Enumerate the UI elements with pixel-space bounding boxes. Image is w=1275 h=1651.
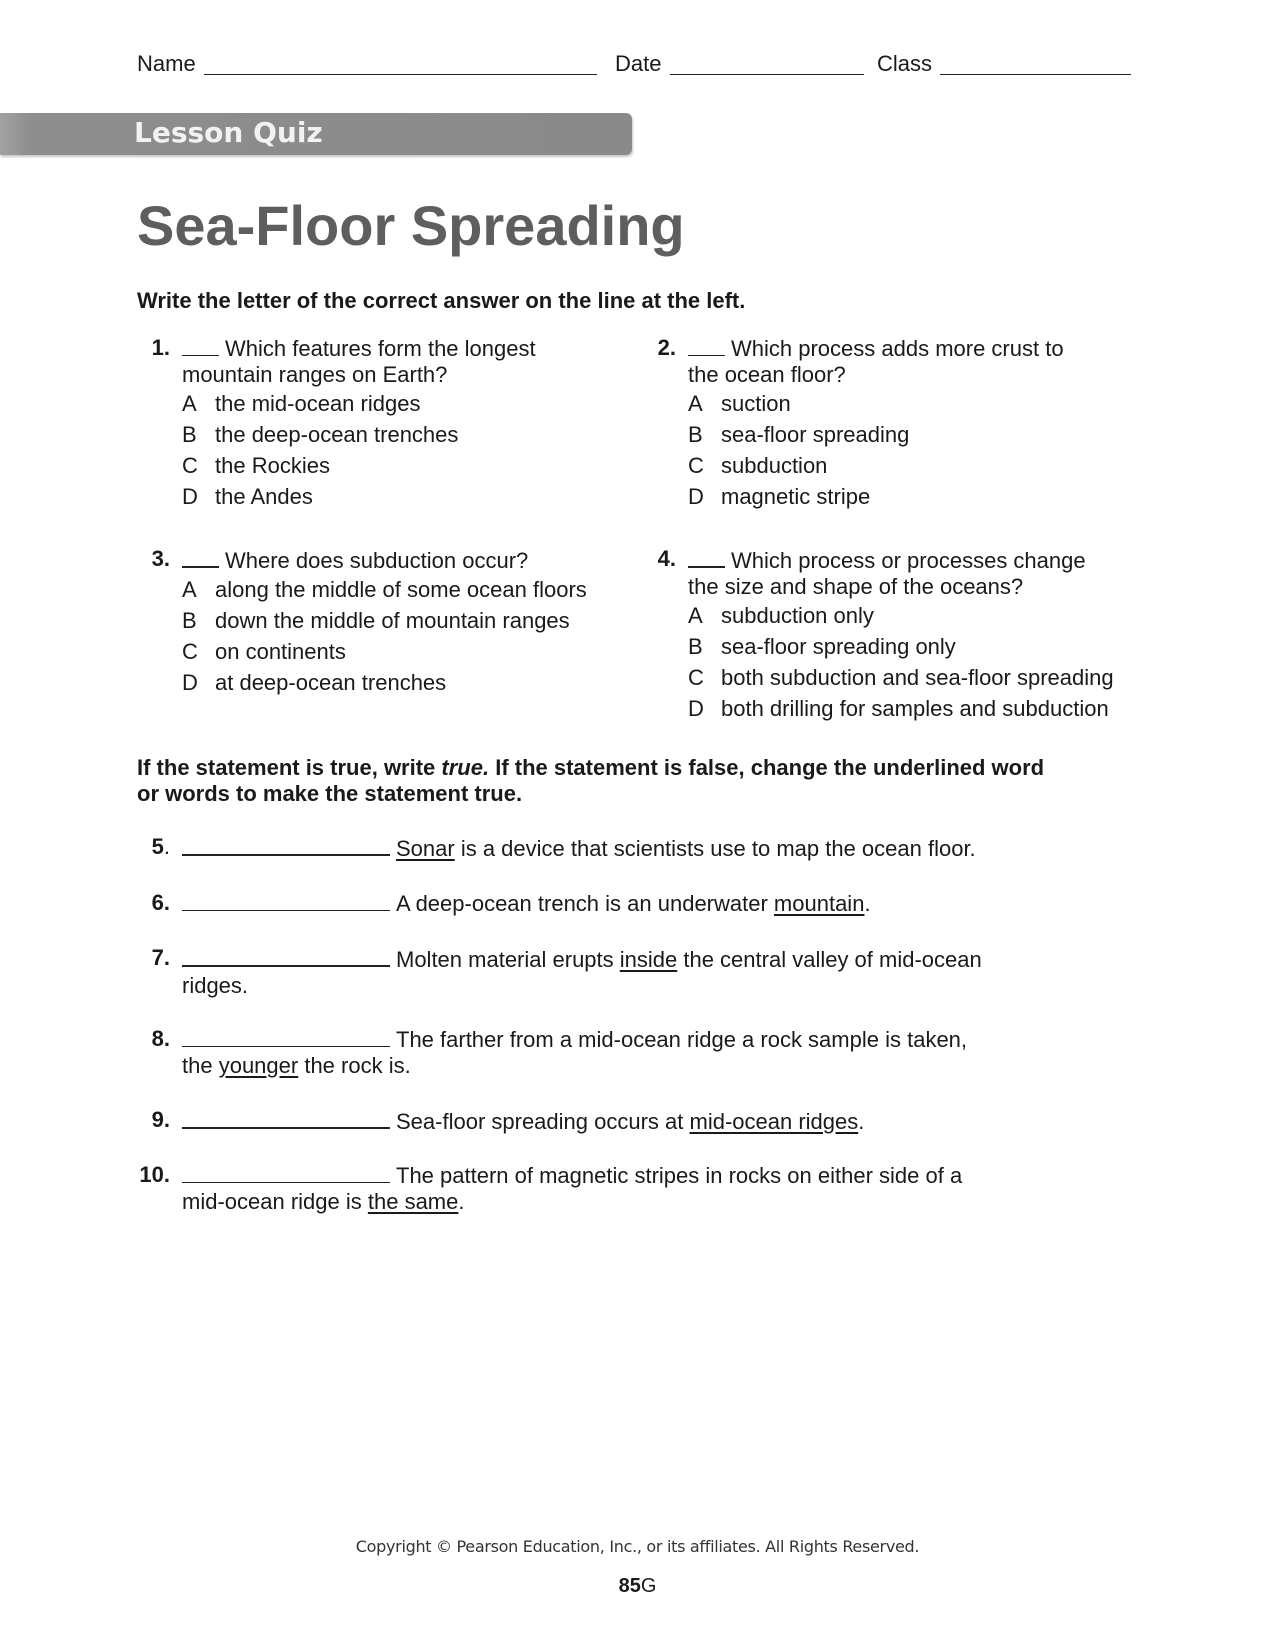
tf-item-5: 5. Sonar is a device that scientists use to map the ocean floor. [151, 834, 976, 861]
answer-blank[interactable] [688, 546, 725, 568]
question-1 [130, 335, 590, 388]
choice-4d: D both drilling for samples and subduction [688, 696, 1109, 721]
tf-item-6: 6. A deep-ocean trench is an underwater mountain. [151, 890, 871, 916]
date-label: Date [615, 51, 662, 76]
choice-1c: C the Rockies [182, 453, 330, 478]
tf-item-9: 9. Sea-floor spreading occurs at mid-ocean ridges. [151, 1107, 865, 1134]
choice-2a: A suction [688, 391, 791, 416]
date-field[interactable] [670, 52, 864, 75]
choice-4a: A subduction only [688, 603, 874, 628]
section2-instruction: If the statement is true, write true. If the statement is false, change the underlined word or words to make the statement true. [137, 755, 1045, 806]
banner-label: Lesson Quiz [134, 116, 323, 149]
question-text: Which features form the longest [225, 336, 536, 361]
answer-blank[interactable] [688, 335, 725, 356]
answer-blank[interactable] [182, 335, 219, 356]
question-number: 2. [657, 335, 676, 360]
tf-item-10: 10. The pattern of magnetic stripes in rocks on either side of a mid-ocean ridge is the same. [139, 1162, 963, 1214]
class-field[interactable] [940, 52, 1131, 75]
answer-blank[interactable] [182, 1026, 390, 1047]
answer-blank[interactable] [182, 1107, 390, 1129]
choice-3b: B down the middle of mountain ranges [182, 608, 570, 633]
answer-blank[interactable] [182, 546, 219, 568]
choice-4b: B sea-floor spreading only [688, 634, 956, 659]
question-text: Which process or processes change [731, 548, 1086, 573]
class-label: Class [877, 51, 933, 76]
question-text-cont: the ocean floor? [688, 362, 846, 387]
question-3 [130, 546, 590, 574]
answer-blank[interactable] [182, 1162, 390, 1183]
choice-2b: B sea-floor spreading [688, 422, 910, 447]
choice-3c: C on continents [182, 639, 346, 664]
question-4 [636, 546, 1116, 600]
question-text: Which process adds more crust to [731, 336, 1064, 361]
copyright-notice: Copyright © Pearson Education, Inc., or its affiliates. All Rights Reserved. [355, 1537, 920, 1556]
name-label: Name [137, 51, 196, 76]
section1-instruction: Write the letter of the correct answer on the line at the left. [137, 288, 746, 313]
tf-item-7: 7. Molten material erupts inside the central valley of mid-ocean ridges. [151, 945, 982, 998]
question-text-cont: mountain ranges on Earth? [182, 362, 448, 387]
choice-1d: D the Andes [182, 484, 313, 509]
choice-1a: A the mid-ocean ridges [182, 391, 421, 416]
tf-item-8: 8. The farther from a mid-ocean ridge a rock sample is taken, the younger the rock is. [151, 1026, 968, 1078]
choice-1b: B the deep-ocean trenches [182, 422, 459, 447]
question-2 [636, 335, 1116, 388]
question-number: 3. [151, 546, 170, 571]
choice-4c: C both subduction and sea-floor spreading [688, 665, 1114, 690]
choice-2c: C subduction [688, 453, 828, 478]
question-number: 1. [151, 335, 170, 360]
answer-blank[interactable] [182, 890, 390, 911]
page-number: 85G [618, 1575, 657, 1597]
question-text: Where does subduction occur? [225, 548, 529, 573]
question-text-cont: the size and shape of the oceans? [688, 574, 1024, 599]
choice-3d: D at deep-ocean trenches [182, 670, 447, 695]
answer-blank[interactable] [182, 945, 390, 967]
answer-blank[interactable] [182, 834, 390, 856]
page-title: Sea-Floor Spreading [137, 194, 685, 257]
choice-2d: D magnetic stripe [688, 484, 871, 509]
name-field[interactable] [204, 52, 597, 75]
question-number: 4. [657, 546, 676, 571]
choice-3a: A along the middle of some ocean floors [182, 577, 587, 602]
